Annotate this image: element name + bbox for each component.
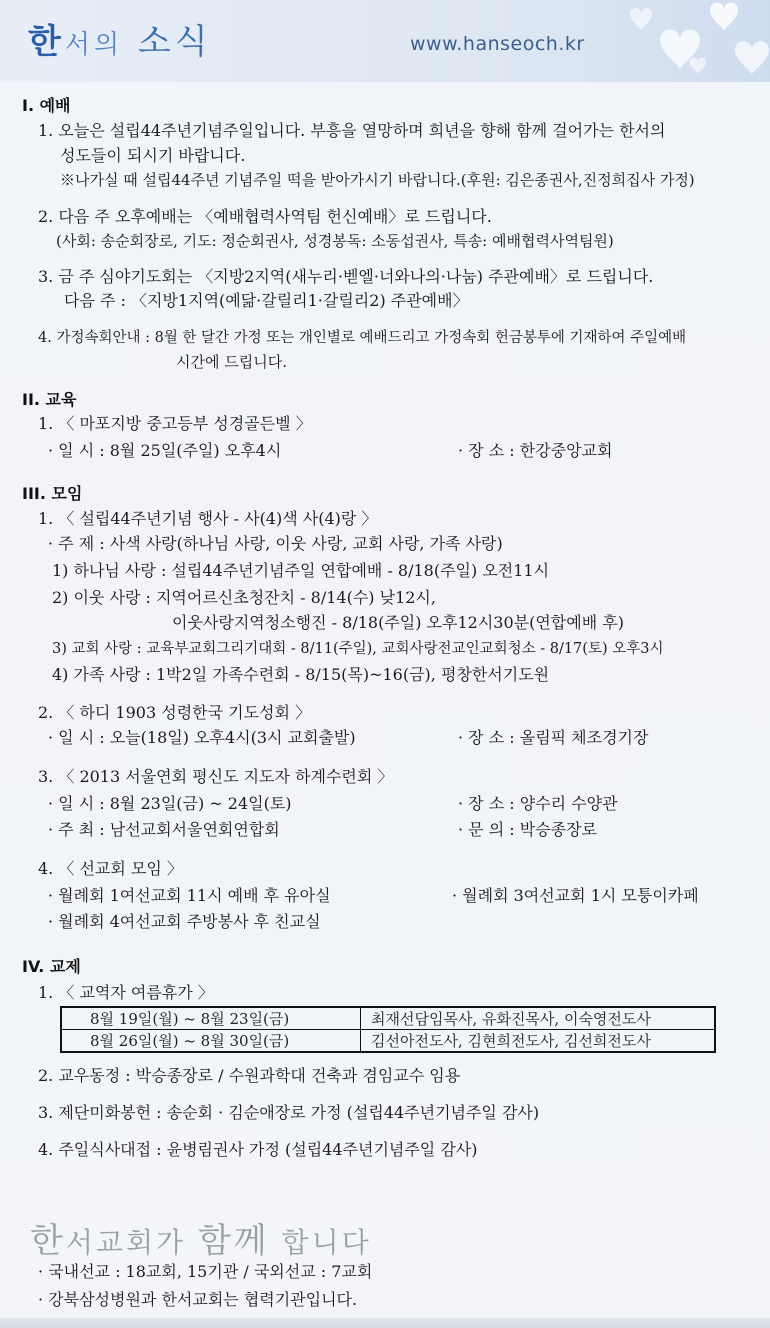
table-row — [61, 1007, 715, 1030]
worship-item-3-line-1: 3. 금 주 심야기도회는 〈지방2지역(새누리·벧엘·너와나의·나눔) 주관예배〉로 드립니다. — [38, 267, 654, 286]
meeting-1-item-b-line-1: 2) 이웃 사랑 : 지역어르신초청잔치 - 8/14(수) 낮12시, — [52, 588, 436, 607]
section-heading-meetings: III. 모임 — [22, 484, 83, 503]
newsletter-header — [0, 0, 770, 82]
vacation-table — [60, 1006, 716, 1053]
vacation-period-cell: 8월 26일(월) ~ 8월 30일(금) — [61, 1030, 361, 1053]
meeting-3-host: · 주 최 : 남선교회서울연회연합회 — [48, 820, 280, 839]
meeting-2-date: · 일 시 : 오늘(18일) 오후4시(3시 교회출발) — [48, 728, 356, 747]
worship-item-4-line-1: 4. 가정속회안내 : 8월 한 달간 가정 또는 개인별로 예배드리고 가정속회 헌금봉투에 기재하여 주일예배 — [38, 330, 687, 346]
fellowship-item-2: 2. 교우동정 : 박승종장로 / 수원과학대 건축과 겸임교수 임용 — [38, 1066, 461, 1085]
meeting-3-date: · 일 시 : 8월 23일(금) ~ 24일(토) — [48, 794, 292, 813]
title-part-3: 소식 — [137, 22, 212, 62]
worship-item-2-line-2: (사회: 송순회장로, 기도: 정순회권사, 성경봉독: 소동섭권사, 특송: 예배협력사역팀원) — [56, 232, 614, 250]
newsletter-title — [28, 14, 212, 63]
meeting-1-item-a: 1) 하나님 사랑 : 설립44주년기념주일 연합예배 - 8/18(주일) 오전11시 — [52, 561, 550, 580]
meeting-4-title: 4. 〈 선교회 모임 〉 — [38, 859, 183, 878]
footer-slogan-part-4: 합니다 — [269, 1226, 372, 1259]
vacation-names-cell: 김선아전도사, 김현희전도사, 김선희전도사 — [361, 1030, 716, 1053]
meeting-1-theme: · 주 제 : 사색 사랑(하나님 사랑, 이웃 사랑, 교회 사랑, 가족 사랑) — [48, 534, 503, 553]
footer-slogan-part-3: 함께 — [197, 1221, 270, 1261]
meeting-4-item-a: · 월례회 1여선교회 11시 예배 후 유아실 — [48, 886, 331, 905]
worship-item-1-note: ※나가실 때 설립44주년 기념주일 떡을 받아가시기 바랍니다.(후원: 김은종권사,진정희집사 가정) — [60, 171, 695, 189]
title-part-1: 한 — [28, 22, 65, 62]
meeting-1-item-c: 3) 교회 사랑 : 교육부교회그리기대회 - 8/11(주일), 교회사랑전교인교회청소 - 8/17(토) 오후3시 — [52, 641, 664, 657]
worship-item-4-line-2: 시간에 드립니다. — [176, 353, 287, 371]
title-part-2: 서의 — [64, 30, 124, 60]
worship-item-3-line-2: 다음 주 : 〈지방1지역(예닮·갈릴리1·갈릴리2) 주관예배〉 — [64, 291, 469, 310]
section-heading-worship: I. 예배 — [22, 96, 71, 115]
footer-line-2: · 강북삼성병원과 한서교회는 협력기관입니다. — [38, 1290, 358, 1309]
worship-item-1-line-1: 1. 오늘은 설립44주년기념주일입니다. 부흥을 열망하며 희년을 향해 함께 걸어가는 한서의 — [38, 121, 666, 140]
vacation-names-cell: 최재선담임목사, 유화진목사, 이숙영전도사 — [361, 1007, 716, 1030]
meeting-3-place: · 장 소 : 양수리 수양관 — [458, 794, 618, 813]
meeting-3-title: 3. 〈 2013 서울연회 평신도 지도자 하계수련회 〉 — [38, 767, 394, 786]
meeting-4-item-c: · 월례회 4여선교회 주방봉사 후 친교실 — [48, 912, 321, 931]
meeting-3-contact: · 문 의 : 박승종장로 — [458, 820, 598, 839]
worship-item-2-line-1: 2. 다음 주 오후예배는 〈예배협력사역팀 헌신예배〉로 드립니다. — [38, 207, 492, 226]
education-item-1-date: · 일 시 : 8월 25일(주일) 오후4시 — [48, 441, 282, 460]
fellowship-item-1-title: 1. 〈 교역자 여름휴가 〉 — [38, 983, 214, 1002]
table-row — [61, 1030, 715, 1053]
footer-slogan — [30, 1213, 372, 1262]
meeting-2-place: · 장 소 : 올림픽 체조경기장 — [458, 728, 649, 747]
meeting-2-title: 2. 〈 하디 1903 성령한국 기도성회 〉 — [38, 703, 312, 722]
worship-item-1-line-2: 성도들이 되시기 바랍니다. — [60, 146, 246, 165]
footer-line-1: · 국내선교 : 18교회, 15기관 / 국외선교 : 7교회 — [38, 1262, 373, 1281]
section-heading-fellowship: IV. 교제 — [22, 957, 81, 976]
fellowship-item-4: 4. 주일식사대접 : 윤병림권사 가정 (설립44주년기념주일 감사) — [38, 1140, 478, 1159]
footer-slogan-part-1: 한 — [30, 1221, 66, 1261]
website-url[interactable]: www.hanseoch.kr — [410, 33, 585, 55]
education-item-1-place: · 장 소 : 한강중앙교회 — [458, 441, 613, 460]
meeting-4-item-b: · 월례회 3여선교회 1시 모퉁이카페 — [452, 886, 699, 905]
footer-slogan-part-2: 서교회가 — [65, 1226, 198, 1259]
page-bottom-edge — [0, 1318, 770, 1328]
meeting-1-title: 1. 〈 설립44주년기념 행사 - 사(4)색 사(4)랑 〉 — [38, 509, 378, 528]
education-item-1-title: 1. 〈 마포지방 중고등부 성경골든벨 〉 — [38, 414, 312, 433]
meeting-1-item-b-line-2: 이웃사랑지역청소행진 - 8/18(주일) 오후12시30분(연합예배 후) — [172, 613, 624, 632]
fellowship-item-3: 3. 제단미화봉헌 : 송순회 · 김순애장로 가정 (설립44주년기념주일 감사) — [38, 1103, 540, 1122]
section-heading-education: II. 교육 — [22, 390, 77, 409]
vacation-period-cell: 8월 19일(월) ~ 8월 23일(금) — [61, 1007, 361, 1030]
meeting-1-item-d: 4) 가족 사랑 : 1박2일 가족수련회 - 8/15(목)~16(금), 평창한서기도원 — [52, 665, 550, 684]
